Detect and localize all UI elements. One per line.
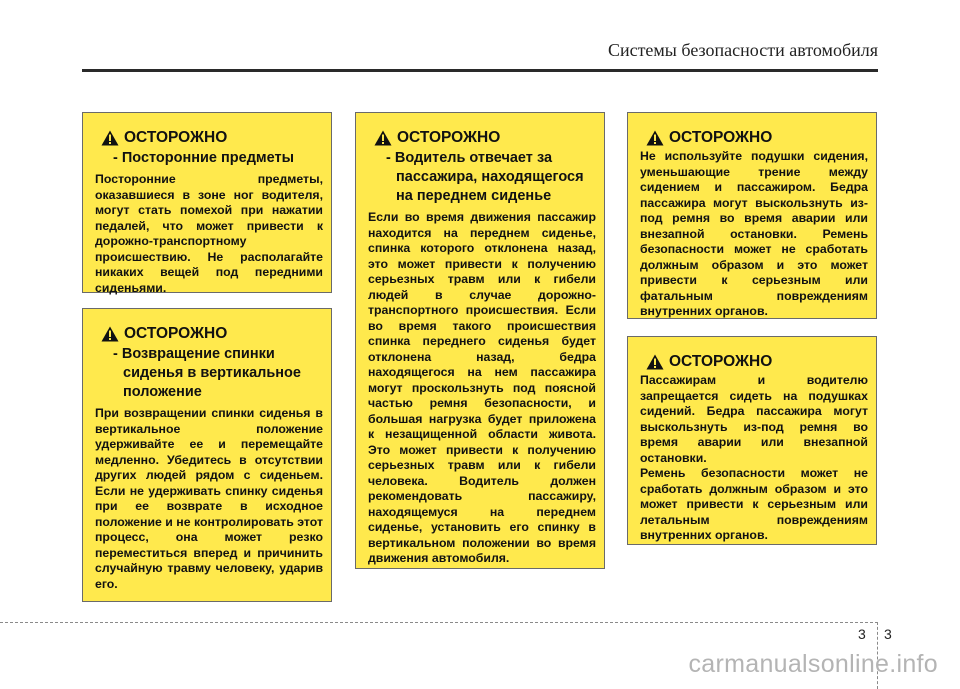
warning-text: Посторонние предметы, оказавшиеся в зоне ног водителя, могут стать помехой при нажатии педалей, что может привести к дорожно-транспортному происшествию. Не располагайте никаких вещей под передними сиденьями. bbox=[95, 172, 323, 295]
warning-heading bbox=[368, 129, 596, 147]
warning-heading bbox=[95, 129, 323, 147]
footer-dashed-rule bbox=[0, 622, 878, 623]
warning-title: ОСТОРОЖНО bbox=[669, 129, 773, 146]
page-number-chapter: 3 bbox=[858, 626, 866, 642]
watermark: carmanualsonline.info bbox=[688, 650, 938, 678]
warning-box-seatback-return bbox=[82, 308, 332, 602]
warning-box-sitting-on-cushions bbox=[627, 336, 877, 545]
warning-subtitle bbox=[368, 149, 596, 206]
warning-text: Ремень безопасности может не сработать должным образом и это может привести к серьезным или летальным повреждениям внутренних органов. bbox=[640, 466, 868, 542]
warning-title: ОСТОРОЖНО bbox=[124, 325, 228, 342]
warning-title: ОСТОРОЖНО bbox=[397, 129, 501, 146]
warning-text: Не используйте подушки сидения, уменьшающие трение между сидением и пассажиром. Бедра пассажира могут выскользнуть из-под ремня во время аварии или внезапной остановки. Ремень безопасности может не сработать должным образом и это может привести к серьезным или фатальным повреждениям внутренних органов. bbox=[640, 149, 868, 318]
warning-heading bbox=[95, 325, 323, 343]
warning-box-foreign-objects bbox=[82, 112, 332, 293]
warning-heading bbox=[640, 129, 868, 147]
warning-box-front-passenger bbox=[355, 112, 605, 569]
warning-text: Если во время движения пассажир находится на переднем сиденье, спинка которого отклонена назад, это может привести к получению серьезных травм или к гибели людей в случае дорожно-транспортного происшествия. Если во время такого происшествия спинка переднего сиденья будет отклонена назад, бедра находящегося на нем пассажира могут проскользнуть под поясной частью ремня безопасности, и большая нагрузка будет приложена к незащищенной области живота. Это может привести к получению серьезных травм или к гибели человека. Водитель должен рекомендовать пассажиру, находящемуся на переднем сиденье, установить его спинку в вертикальном положении во время движения автомобиля. bbox=[368, 210, 596, 565]
warning-text: Пассажирам и водителю запрещается сидеть на подушках сидений. Бедра пассажира могут выскользнуть из-под ремня во время аварии или внезапной остановки. bbox=[640, 373, 868, 465]
warning-heading bbox=[640, 353, 868, 371]
warning-subtitle-line: положение bbox=[123, 384, 202, 400]
page-number: 3 bbox=[884, 626, 892, 642]
header-rule bbox=[82, 69, 878, 72]
warning-triangle-icon bbox=[374, 130, 392, 146]
warning-subtitle-line: пассажира, находящегося bbox=[396, 169, 584, 185]
warning-subtitle-line: - Возвращение спинки bbox=[113, 346, 275, 362]
warning-title: ОСТОРОЖНО bbox=[669, 353, 773, 370]
warning-subtitle bbox=[95, 149, 323, 168]
warning-triangle-icon bbox=[101, 130, 119, 146]
warning-box-seat-cushions bbox=[627, 112, 877, 319]
warning-subtitle bbox=[95, 345, 323, 402]
page-header-title: Системы безопасности автомобиля bbox=[607, 40, 878, 60]
warning-subtitle-line: - Посторонние предметы bbox=[113, 150, 294, 166]
warning-triangle-icon bbox=[646, 354, 664, 370]
warning-subtitle-line: сиденья в вертикальное bbox=[123, 365, 301, 381]
warning-title: ОСТОРОЖНО bbox=[124, 129, 228, 146]
warning-text: При возвращении спинки сиденья в вертикальное положение удерживайте ее и перемещайте медленно. Убедитесь в отсутствии других людей рядом с сиденьем. Если не удерживать спинку сиденья при ее возврате в исходное положение и не контролировать этот процесс, она может резко переместиться вперед и причинить случайную травму человеку, ударив его. bbox=[95, 406, 323, 591]
warning-subtitle-line: на переднем сиденье bbox=[396, 188, 552, 204]
warning-triangle-icon bbox=[646, 130, 664, 146]
warning-subtitle-line: - Водитель отвечает за bbox=[386, 150, 553, 166]
warning-triangle-icon bbox=[101, 326, 119, 342]
